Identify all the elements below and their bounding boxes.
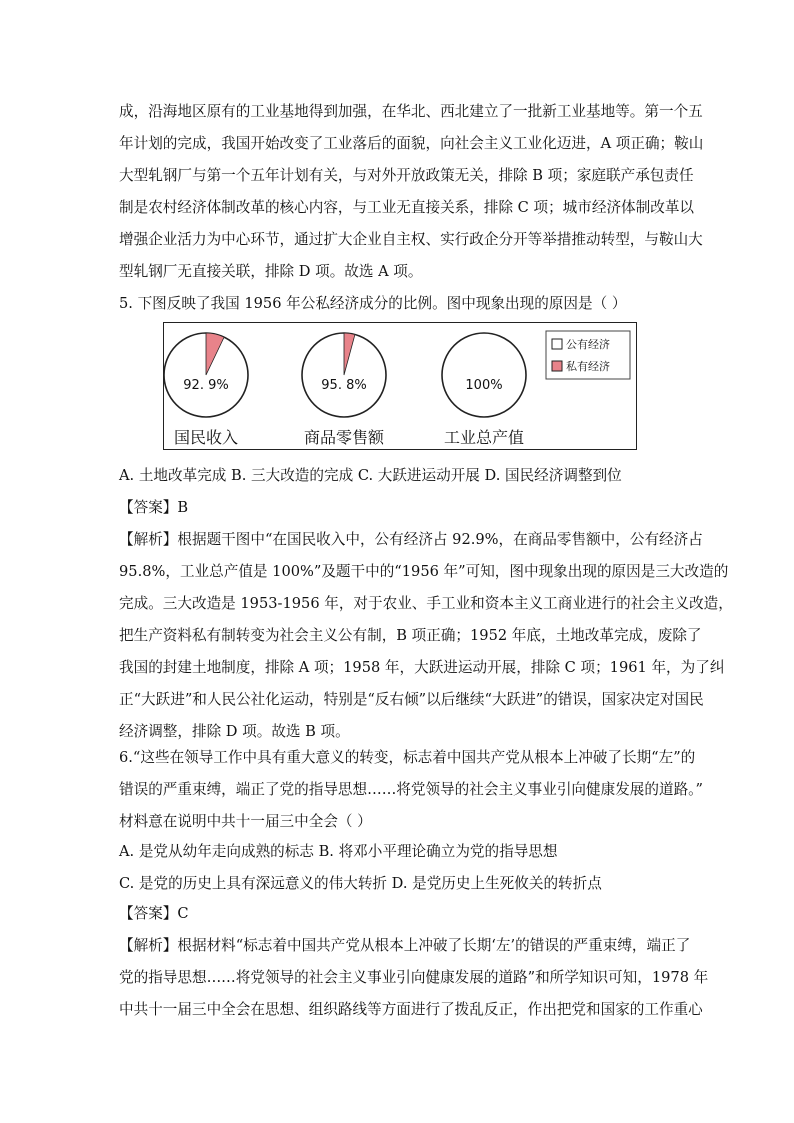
text-line: 6.“这些在领导工作中具有重大意义的转变，标志着中国共产党从根本上冲破了长期“左”的: [119, 749, 696, 766]
q5-analysis: [119, 524, 733, 748]
pie-public-slice: [442, 333, 526, 417]
q5-answer: [119, 492, 679, 524]
options-line: A. 是党从幼年走向成熟的标志 B. 将邓小平理论确立为党的指导思想: [119, 843, 558, 860]
text-line: 党的指导思想……将党领导的社会主义事业引向健康发展的道路”和所学知识可知，1978 年: [119, 969, 709, 986]
text-line: 成，沿海地区原有的工业基地得到加强，在华北、西北建立了一批新工业基地等。第一个五: [119, 103, 703, 120]
text-line: 【解析】根据题干图中“在国民收入中，公有经济占 92.9%，在商品零售额中，公有经济占: [119, 531, 703, 548]
q6-analysis: [119, 930, 709, 1026]
options-line: A. 土地改革完成 B. 三大改造的完成 C. 大跃进运动开展 D. 国民经济调整到位: [119, 467, 622, 484]
pie-category-label: 商品零售额: [303, 428, 385, 447]
text-line: 材料意在说明中共十一届三中全会（ ）: [119, 813, 372, 830]
text-line: 95.8%，工业总产值是 100%”及题干中的“1956 年”可知，图中现象出现的原因是三大改造的: [119, 563, 729, 580]
text-line: 正“大跃进”和人民公社化运动，特别是“反右倾”以后继续“大跃进”的错误，国家决定对国民: [119, 691, 704, 708]
answer-label: 【答案】C: [119, 905, 189, 922]
text-line: 我国的封建土地制度，排除 A 项；1958 年，大跃进运动开展，排除 C 项；1961 年，为了纠: [119, 659, 725, 676]
q4-analysis-continued: [119, 96, 704, 288]
text-line: 中共十一届三中全会在思想、组织路线等方面进行了拨乱反正，作出把党和国家的工作重心: [119, 1001, 703, 1018]
pie-chart-svg: [164, 323, 638, 451]
legend-swatch-public: [552, 339, 562, 349]
text-line: 【解析】根据材料“标志着中国共产党从根本上冲破了长期‘左’的错误的严重束缚，端正了: [119, 937, 691, 954]
answer-label: 【答案】B: [119, 499, 189, 516]
text-line: 经济调整，排除 D 项。故选 B 项。: [119, 723, 350, 740]
options-line: C. 是党的历史上具有深远意义的伟大转折 D. 是党历史上生死攸关的转折点: [119, 875, 602, 892]
q5-options: [119, 460, 679, 492]
text-line: 把生产资料私有制转变为社会主义公有制，B 项正确；1952 年底，土地改革完成，废除了: [119, 627, 702, 644]
text-line: 大型轧钢厂与第一个五年计划有关，与对外开放政策无关，排除 B 项；家庭联产承包责任: [119, 167, 694, 184]
q5-stem: [119, 288, 679, 320]
pie-category-label: 国民收入: [173, 428, 239, 447]
pie-category-label: 工业总产值: [443, 428, 525, 447]
q6-options: [119, 836, 679, 900]
legend-label-public: 公有经济: [566, 338, 610, 351]
text-line: 完成。三大改造是 1953-1956 年，对于农业、手工业和资本主义工商业进行的社会主义改造，: [119, 595, 733, 612]
question-stem: 5. 下图反映了我国 1956 年公私经济成分的比例。图中现象出现的原因是（ ）: [119, 295, 627, 312]
text-line: 年计划的完成，我国开始改变了工业落后的面貌，向社会主义工业化迈进，A 项正确；鞍山: [119, 135, 704, 152]
legend-label-private: 私有经济: [566, 360, 610, 373]
legend-swatch-private: [552, 361, 562, 371]
pie-percent-label: 100%: [465, 378, 503, 393]
pie-percent-label: 95. 8%: [321, 378, 367, 393]
text-line: 错误的严重束缚，端正了党的指导思想……将党领导的社会主义事业引向健康发展的道路。”: [119, 781, 703, 798]
text-line: 增强企业活力为中心环节，通过扩大企业自主权、实行政企分开等举措推动转型，与鞍山大: [119, 231, 703, 248]
q6-answer: [119, 898, 679, 930]
q6-stem: [119, 742, 703, 838]
text-line: 型轧钢厂无直接关联，排除 D 项。故选 A 项。: [119, 263, 423, 280]
pie-chart-figure: [163, 322, 637, 450]
text-line: 制是农村经济体制改革的核心内容，与工业无直接关系，排除 C 项；城市经济体制改革以: [119, 199, 695, 216]
pie-percent-label: 92. 9%: [183, 378, 229, 393]
